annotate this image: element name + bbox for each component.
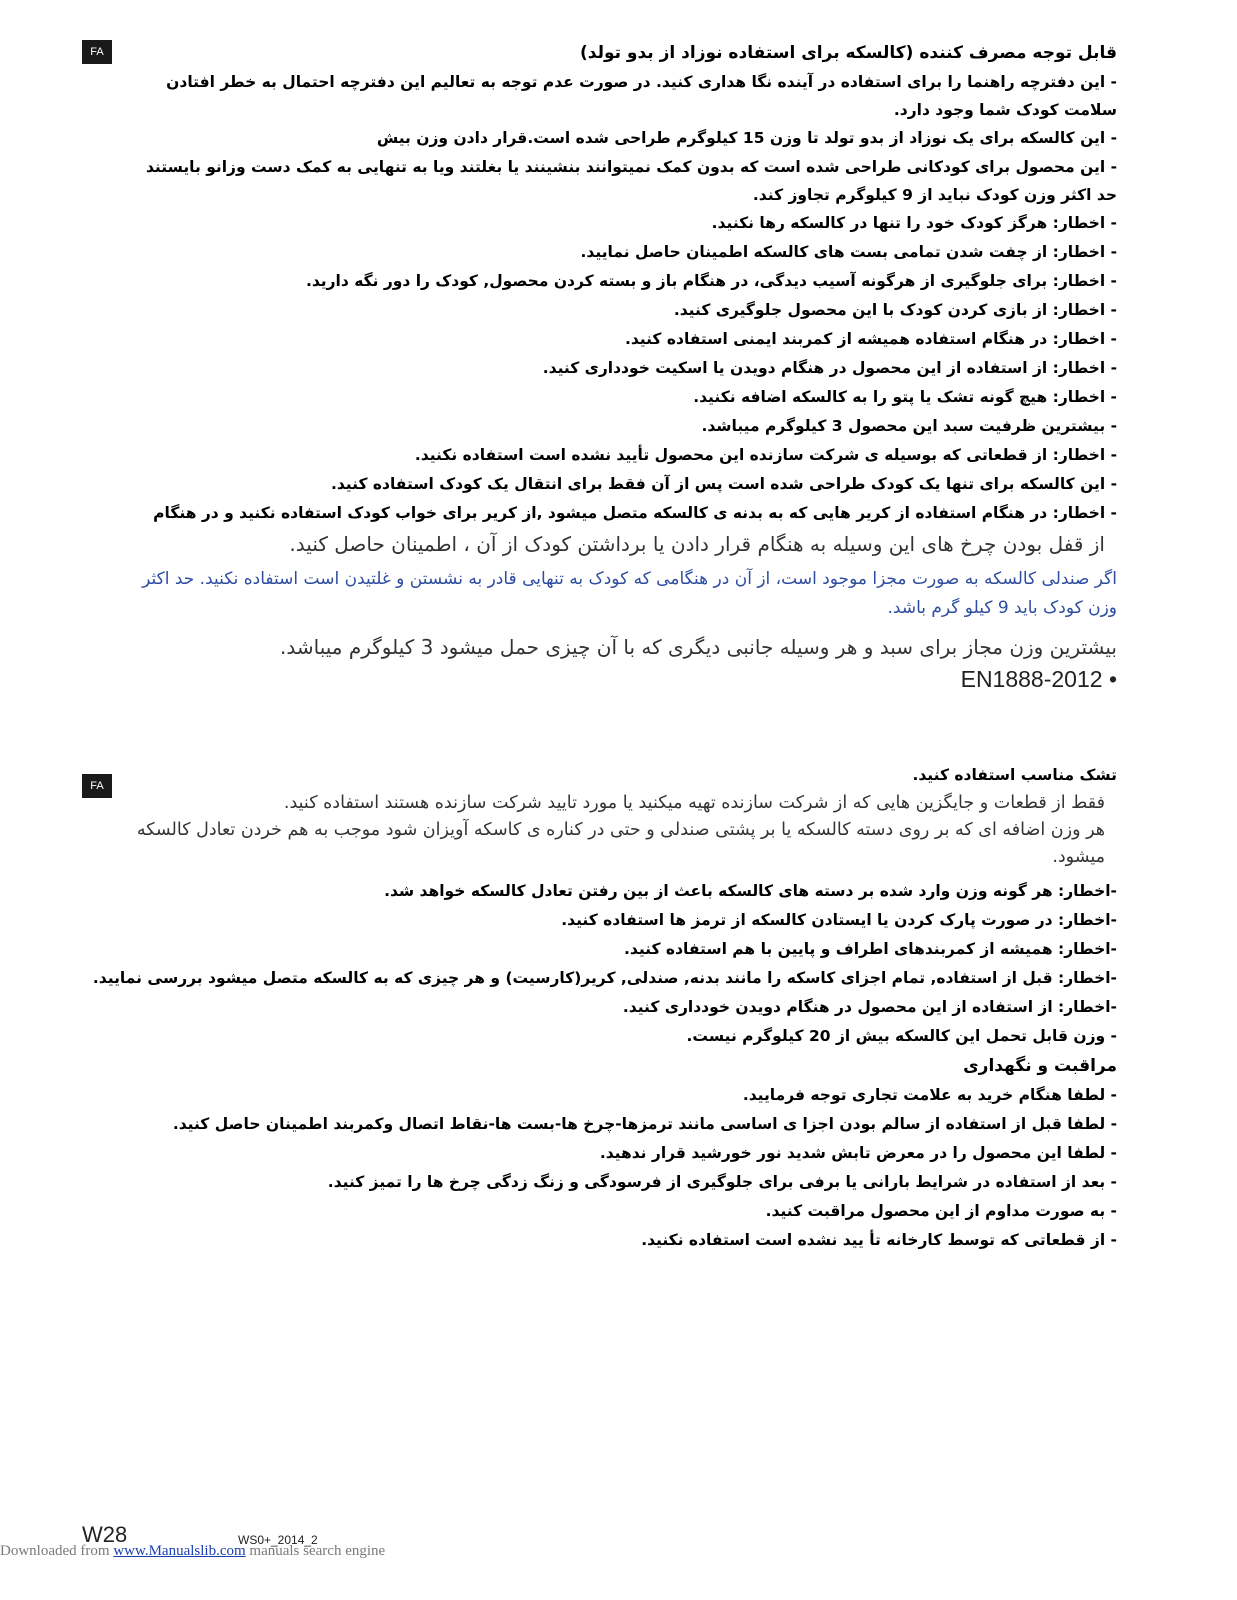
warning-item: -اخطار: در صورت پارک کردن یا ایستادن کالسکه از ترمز ها استفاده کنید. xyxy=(561,911,1117,929)
warning-item: - اخطار: برای جلوگیری از هرگونه آسیب دیدگی، در هنگام باز و بسته کردن محصول, کودک را دور نگه دارید. xyxy=(305,272,1117,290)
standard-reference: EN1888-2012 • xyxy=(960,666,1117,692)
care-heading: مراقبت و نگهداری xyxy=(963,1056,1117,1076)
warnings-list xyxy=(87,877,1117,1051)
parts-note: فقط از قطعات و جایگزین هایی که از شرکت سازنده تهیه میکنید یا مورد تایید شرکت سازنده هستند استفاده کنید. xyxy=(283,793,1105,813)
consumer-notice-section xyxy=(127,38,1117,694)
download-prefix: Downloaded from xyxy=(0,1543,114,1559)
section2-heading: تشک مناسب استفاده کنید. xyxy=(912,766,1117,784)
download-source xyxy=(0,1543,385,1560)
warning-item: - بیشترین ظرفیت سبد این محصول 3 کیلوگرم میباشد. xyxy=(701,417,1117,435)
care-item: - از قطعاتی که توسط کارخانه تأ یید نشده است استفاده نکنید. xyxy=(641,1231,1117,1249)
warning-item: - این دفترچه راهنما را برای استفاده در آینده نگا هداری کنید. در صورت عدم توجه به تعالیم این دفترچه احتمال به خطر افتادن سلامت کودک شما وجود دارد. xyxy=(166,73,1117,119)
warning-item: - اخطار: در هنگام استفاده همیشه از کمربند ایمنی استفاده کنید. xyxy=(624,330,1117,348)
warning-item: - اخطار: هیچ گونه تشک یا پتو را به کالسکه اضافه نکنید. xyxy=(693,388,1117,406)
manualslib-link[interactable]: www.Manualslib.com xyxy=(113,1543,246,1559)
wheel-lock-note: از قفل بودن چرخ های این وسیله به هنگام قرار دادن یا برداشتن کودک از آن ، اطمینان حاصل کنید. xyxy=(289,532,1105,556)
care-item: - لطفا این محصول را در معرض تابش شدید نور خورشید قرار ندهید. xyxy=(599,1144,1117,1162)
warning-item: - اخطار: در هنگام استفاده از کریر هایی که به بدنه ی کالسکه متصل میشود ,از کریر برای خواب کودک استفاده نکنید و در هنگام xyxy=(153,504,1117,522)
warning-item: -اخطار: همیشه از کمربندهای اطراف و پایین با هم استفاده کنید. xyxy=(624,940,1117,958)
usage-care-section xyxy=(87,760,1117,1255)
document-code: WS0+_2014_2 xyxy=(238,1533,318,1547)
language-badge-top: FA xyxy=(82,40,112,64)
warning-item: - اخطار: از استفاده از این محصول در هنگام دویدن یا اسکیت خودداری کنید. xyxy=(542,359,1117,377)
page-number: W28 xyxy=(82,1522,128,1547)
warning-item: -اخطار: قبل از استفاده, تمام اجزای کاسکه را مانند بدنه, صندلی, کریر(کارسیت) و هر چیزی که به کالسکه متصل میشود بررسی نمایید. xyxy=(92,969,1117,987)
warning-item: - این کالسکه برای تنها یک کودک طراحی شده است پس از آن فقط برای انتقال یک کودک استفاده کنید. xyxy=(330,475,1117,493)
warning-item: -اخطار: هر گونه وزن وارد شده بر دسته های کالسکه باعث از بین رفتن تعادل کالسکه خواهد شد. xyxy=(384,882,1117,900)
warning-item: - اخطار: هرگز کودک خود را تنها در کالسکه رها نکنید. xyxy=(711,214,1117,232)
language-badge-bottom: FA xyxy=(82,774,112,798)
download-suffix: manuals search engine xyxy=(245,1543,386,1559)
care-list xyxy=(87,1081,1117,1255)
warning-item: - اخطار: از چفت شدن تمامی بست های کالسکه اطمینان حاصل نمایید. xyxy=(580,243,1117,261)
care-item: - لطفا قبل از استفاده از سالم بودن اجزا ی اساسی مانند ترمزها-چرخ ها-بست ها-نقاط اتصال وکمربند اطمینان حاصل کنید. xyxy=(172,1115,1117,1133)
section1-heading: قابل توجه مصرف کننده (کالسکه برای استفاده نوزاد از بدو تولد) xyxy=(579,43,1117,63)
warning-item: - این کالسکه برای یک نوزاد از بدو تولد تا وزن 15 کیلوگرم طراحی شده است.قرار دادن وزن بیش xyxy=(376,129,1117,147)
care-item: - به صورت مداوم از این محصول مراقبت کنید. xyxy=(765,1202,1117,1220)
warning-item: - وزن قابل تحمل این کالسکه بیش از 20 کیلوگرم نیست. xyxy=(686,1027,1117,1045)
seat-unit-note: اگر صندلی کالسکه به صورت مجزا موجود است، از آن در هنگامی که کودک به تنهایی قادر به نشستن و غلتیدن است استفاده نکنید. حد اکثر وزن کودک باید 9 کیلو گرم باشد. xyxy=(142,569,1117,618)
warning-item: - اخطار: از بازی کردن کودک با این محصول جلوگیری کنید. xyxy=(673,301,1117,319)
basket-capacity-note: بیشترین وزن مجاز برای سبد و هر وسیله جانبی دیگری که با آن چیزی حمل میشود 3 کیلوگرم میباشد. xyxy=(279,635,1117,659)
warning-item: - این محصول برای کودکانی طراحی شده است که بدون کمک نمیتوانند بنشینند یا بغلتند ویا به تنهایی به کمک دست وزانو بایستند حد اکثر وزن کودک نباید از 9 کیلوگرم تجاوز کند. xyxy=(145,158,1117,204)
care-item: - بعد از استفاده در شرایط بارانی یا برفی برای جلوگیری از فرسودگی و زنگ زدگی چرخ ها را تمیز کنید. xyxy=(327,1173,1117,1191)
warning-item: -اخطار: از استفاده از این محصول در هنگام دویدن خودداری کنید. xyxy=(622,998,1117,1016)
parts-notes xyxy=(87,790,1117,871)
balance-note: هر وزن اضافه ای که بر روی دسته کالسکه یا بر پشتی صندلی و حتی در کناره ی کاسکه آویزان شود موجب به هم خردن تعادل کالسکه میشود. xyxy=(136,820,1105,867)
care-item: - لطفا هنگام خرید به علامت تجاری توجه فرمایید. xyxy=(742,1086,1117,1104)
warning-item: - اخطار: از قطعاتی که بوسیله ی شرکت سازنده این محصول تأیید نشده است استفاده نکنید. xyxy=(414,446,1117,464)
